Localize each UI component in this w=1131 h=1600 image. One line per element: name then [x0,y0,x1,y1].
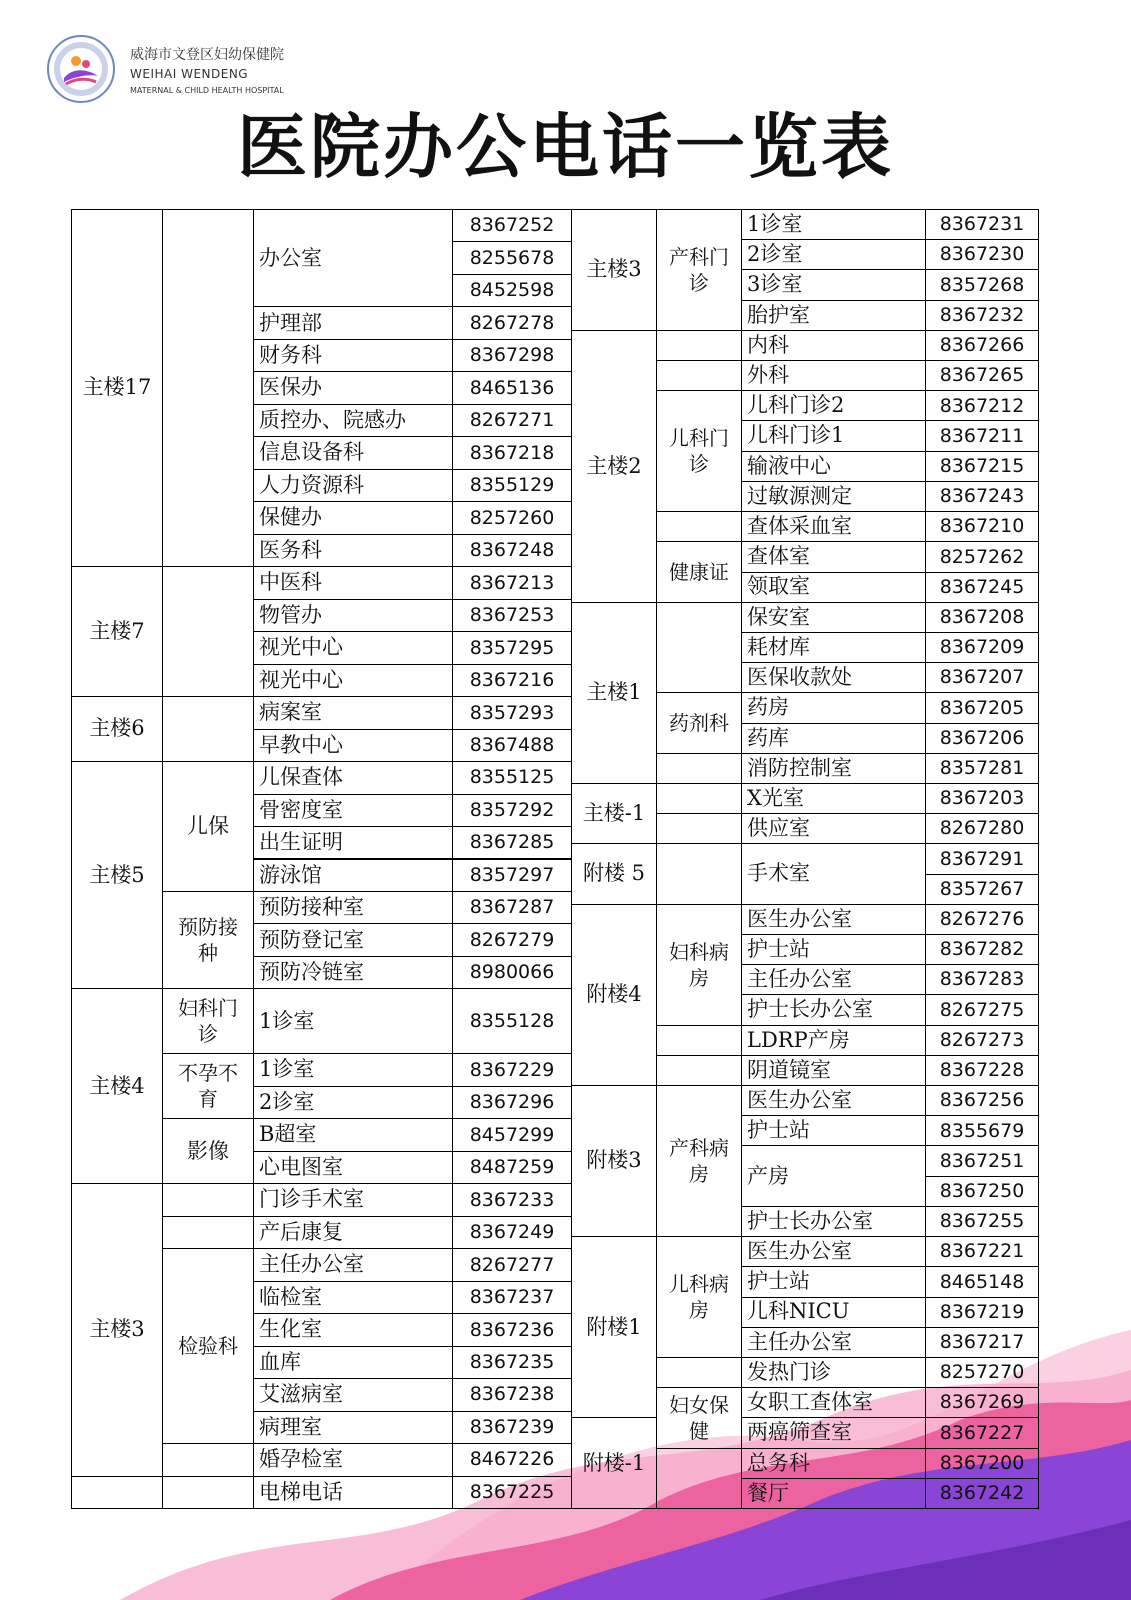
right-room-cell: LDRP产房 [741,1025,926,1056]
left-room-cell: 骨密度室 [253,794,453,827]
left-building-cell: 主楼17 [71,209,163,567]
left-room-cell: 心电图室 [253,1151,453,1184]
right-phone-cell: 8367203 [925,783,1039,814]
right-phone-cell: 8367219 [925,1297,1039,1328]
left-phone-cell: 8357293 [452,696,572,729]
right-department-cell [656,360,742,391]
left-room-cell: 产后康复 [253,1216,453,1249]
right-building-cell: 附楼-1 [571,1417,657,1509]
left-department-cell: 儿保 [162,761,254,892]
right-department-cell: 儿科病房 [656,1236,742,1358]
left-room-cell: 人力资源科 [253,469,453,502]
left-room-cell: 病案室 [253,696,453,729]
left-department-cell: 不孕不育 [162,1053,254,1119]
left-building-cell [71,1476,163,1509]
left-room-cell: 中医科 [253,566,453,599]
right-phone-cell: 8367212 [925,390,1039,421]
right-phone-cell: 8367255 [925,1206,1039,1237]
left-phone-cell: 8367253 [452,599,572,632]
right-phone-cell: 8367251 [925,1145,1039,1176]
right-room-cell: 查体采血室 [741,511,926,542]
right-room-cell: 医生办公室 [741,904,926,935]
left-room-cell: 1诊室 [253,988,453,1054]
left-room-cell: 医务科 [253,534,453,567]
right-room-cell: 护士站 [741,934,926,965]
right-room-cell: 供应室 [741,813,926,844]
right-phone-cell: 8367283 [925,964,1039,995]
right-room-cell: 耗材库 [741,632,926,663]
left-room-cell: 艾滋病室 [253,1378,453,1411]
right-room-cell: 儿科门诊2 [741,390,926,421]
right-phone-cell: 8367217 [925,1327,1039,1358]
left-phone-cell: 8367235 [452,1346,572,1379]
left-phone-cell: 8452598 [452,274,572,307]
left-room-cell: 儿保查体 [253,761,453,794]
left-phone-cell: 8355125 [452,761,572,794]
right-phone-cell: 8357281 [925,753,1039,784]
left-room-cell: 病理室 [253,1411,453,1444]
right-room-cell: 发热门诊 [741,1357,926,1388]
right-department-cell [656,1025,742,1056]
right-room-cell: 内科 [741,330,926,361]
right-phone-cell: 8367269 [925,1387,1039,1418]
left-phone-cell: 8357295 [452,631,572,664]
right-department-cell: 妇科病房 [656,904,742,1026]
left-phone-cell: 8367488 [452,729,572,762]
right-room-cell: 两癌筛查室 [741,1417,926,1448]
right-phone-cell: 8367265 [925,360,1039,391]
right-room-cell: 儿科NICU [741,1297,926,1328]
right-room-cell: 医生办公室 [741,1085,926,1116]
right-building-cell: 附楼 5 [571,843,657,904]
left-department-cell [162,566,254,697]
right-phone-cell: 8367256 [925,1085,1039,1116]
right-room-cell: 产房 [741,1145,926,1206]
right-phone-cell: 8367230 [925,239,1039,270]
left-phone-cell: 8367248 [452,534,572,567]
right-room-cell: 药库 [741,723,926,754]
right-room-cell: 阴道镜室 [741,1055,926,1086]
right-department-cell [656,511,742,542]
right-phone-cell: 8465148 [925,1266,1039,1297]
right-department-cell [656,330,742,361]
right-phone-cell: 8267276 [925,904,1039,935]
right-building-cell: 附楼1 [571,1236,657,1418]
right-room-cell: 胎护室 [741,300,926,331]
right-room-cell: 女职工查体室 [741,1387,926,1418]
right-phone-cell: 8357267 [925,874,1039,905]
left-building-cell: 主楼4 [71,988,163,1184]
left-building-cell: 主楼5 [71,761,163,989]
left-room-cell: 主任办公室 [253,1248,453,1281]
left-phone-cell: 8367239 [452,1411,572,1444]
left-phone-cell: 8367249 [452,1216,572,1249]
left-department-cell [162,1476,254,1509]
left-department-cell [162,209,254,567]
right-room-cell: 餐厅 [741,1478,926,1509]
right-phone-cell: 8367227 [925,1417,1039,1448]
right-department-cell [656,1357,742,1388]
left-phone-cell: 8267278 [452,306,572,339]
right-phone-cell: 8367200 [925,1448,1039,1479]
left-room-cell: 视光中心 [253,664,453,697]
left-room-cell: 保健办 [253,501,453,534]
left-phone-cell: 8357292 [452,794,572,827]
right-phone-cell: 8355679 [925,1115,1039,1146]
right-room-cell: 3诊室 [741,269,926,300]
right-room-cell: 护士站 [741,1115,926,1146]
right-phone-cell: 8367232 [925,300,1039,331]
left-phone-cell: 8367298 [452,339,572,372]
left-room-cell: 质控办、院感办 [253,404,453,437]
left-department-cell: 检验科 [162,1248,254,1444]
left-phone-cell: 8355128 [452,988,572,1054]
right-phone-cell: 8367242 [925,1478,1039,1509]
right-room-cell: 医保收款处 [741,662,926,693]
left-phone-cell: 8367287 [452,891,572,924]
right-phone-cell: 8367243 [925,481,1039,512]
right-phone-cell: 8267280 [925,813,1039,844]
right-room-cell: 护士长办公室 [741,994,926,1025]
right-room-cell: 护士站 [741,1266,926,1297]
left-room-cell: B超室 [253,1118,453,1151]
right-department-cell [656,813,742,844]
right-building-cell: 主楼3 [571,209,657,331]
left-phone-cell: 8367233 [452,1183,572,1216]
left-phone-cell: 8367216 [452,664,572,697]
left-room-cell: 护理部 [253,306,453,339]
right-room-cell: 保安室 [741,602,926,633]
hospital-subtitle-en: MATERNAL & CHILD HEALTH HOSPITAL [130,86,284,95]
left-phone-cell: 8367252 [452,209,572,242]
left-phone-cell: 8267271 [452,404,572,437]
left-phone-cell: 8367238 [452,1378,572,1411]
right-phone-cell: 8367211 [925,420,1039,451]
right-room-cell: 1诊室 [741,209,926,240]
right-building-cell: 主楼-1 [571,783,657,844]
left-phone-cell: 8367285 [452,826,572,859]
left-room-cell: 游泳馆 [253,859,453,892]
left-department-cell [162,1443,254,1476]
right-room-cell: 儿科门诊1 [741,420,926,451]
left-room-cell: 办公室 [253,209,453,307]
right-room-cell: 药房 [741,692,926,723]
left-room-cell: 物管办 [253,599,453,632]
left-phone-cell: 8267279 [452,923,572,956]
right-phone-cell: 8367228 [925,1055,1039,1086]
right-phone-cell: 8367210 [925,511,1039,542]
left-department-cell: 妇科门诊 [162,988,254,1054]
left-phone-cell: 8367296 [452,1086,572,1119]
right-room-cell: 领取室 [741,572,926,603]
right-phone-cell: 8257262 [925,541,1039,572]
left-room-cell: 预防冷链室 [253,956,453,989]
left-room-cell: 预防登记室 [253,923,453,956]
right-room-cell: 过敏源测定 [741,481,926,512]
left-room-cell: 生化室 [253,1313,453,1346]
left-phone-cell: 8257260 [452,501,572,534]
right-department-cell: 药剂科 [656,692,742,753]
left-department-cell [162,696,254,762]
left-room-cell: 视光中心 [253,631,453,664]
right-phone-cell: 8367221 [925,1236,1039,1267]
right-room-cell: 查体室 [741,541,926,572]
right-phone-cell: 8267275 [925,994,1039,1025]
left-department-cell [162,1216,254,1249]
right-phone-cell: 8367291 [925,843,1039,874]
left-room-cell: 信息设备科 [253,436,453,469]
left-phone-cell: 8367229 [452,1053,572,1086]
right-phone-cell: 8367231 [925,209,1039,240]
left-room-cell: 1诊室 [253,1053,453,1086]
right-room-cell: 医生办公室 [741,1236,926,1267]
left-phone-cell: 8367237 [452,1281,572,1314]
left-phone-cell: 8457299 [452,1118,572,1151]
right-department-cell [656,843,742,904]
right-room-cell: 主任办公室 [741,964,926,995]
left-phone-cell: 8467226 [452,1443,572,1476]
right-room-cell: 护士长办公室 [741,1206,926,1237]
right-phone-cell: 8367215 [925,451,1039,482]
left-phone-cell: 8465136 [452,371,572,404]
right-department-cell [656,753,742,784]
left-room-cell: 2诊室 [253,1086,453,1119]
left-phone-cell: 8355129 [452,469,572,502]
right-phone-cell: 8367209 [925,632,1039,663]
right-department-cell [656,1448,742,1509]
hospital-name-en: WEIHAI WENDENG [130,67,249,81]
right-department-cell [656,1055,742,1086]
right-phone-cell: 8367266 [925,330,1039,361]
right-department-cell: 儿科门诊 [656,390,742,512]
left-phone-cell: 8367218 [452,436,572,469]
right-phone-cell: 8367207 [925,662,1039,693]
left-phone-cell: 8980066 [452,956,572,989]
right-department-cell: 产科病房 [656,1085,742,1237]
right-room-cell: X光室 [741,783,926,814]
left-room-cell: 电梯电话 [253,1476,453,1509]
right-phone-cell: 8367245 [925,572,1039,603]
left-phone-cell: 8267277 [452,1248,572,1281]
right-phone-cell: 8367208 [925,602,1039,633]
left-room-cell: 财务科 [253,339,453,372]
right-phone-cell: 8367250 [925,1176,1039,1207]
right-building-cell: 附楼4 [571,904,657,1086]
right-phone-cell: 8257270 [925,1357,1039,1388]
right-room-cell: 手术室 [741,843,926,904]
right-room-cell: 总务科 [741,1448,926,1479]
page-title: 医院办公电话一览表 [237,106,894,188]
right-phone-cell: 8367282 [925,934,1039,965]
right-department-cell: 健康证 [656,541,742,602]
right-department-cell: 产科门诊 [656,209,742,331]
left-department-cell [162,1183,254,1216]
left-room-cell: 早教中心 [253,729,453,762]
right-room-cell: 输液中心 [741,451,926,482]
right-room-cell: 外科 [741,360,926,391]
right-phone-cell: 8367206 [925,723,1039,754]
left-department-cell: 影像 [162,1118,254,1184]
left-room-cell: 出生证明 [253,826,453,859]
right-department-cell [656,783,742,814]
left-phone-cell: 8487259 [452,1151,572,1184]
left-room-cell: 门诊手术室 [253,1183,453,1216]
left-building-cell: 主楼3 [71,1183,163,1476]
left-phone-cell: 8255678 [452,241,572,274]
right-phone-cell: 8367205 [925,692,1039,723]
right-building-cell: 附楼3 [571,1085,657,1237]
right-department-cell: 妇女保健 [656,1387,742,1448]
left-phone-cell: 8367213 [452,566,572,599]
left-phone-cell: 8357297 [452,859,572,892]
left-room-cell: 血库 [253,1346,453,1379]
left-room-cell: 婚孕检室 [253,1443,453,1476]
right-room-cell: 消防控制室 [741,753,926,784]
left-room-cell: 医保办 [253,371,453,404]
left-phone-cell: 8367236 [452,1313,572,1346]
left-phone-cell: 8367225 [452,1476,572,1509]
hospital-header [46,34,346,104]
hospital-logo-icon [46,34,116,104]
left-building-cell: 主楼6 [71,696,163,762]
hospital-name-cn: 威海市文登区妇幼保健院 [130,47,284,63]
right-phone-cell: 8357268 [925,269,1039,300]
right-room-cell: 2诊室 [741,239,926,270]
left-department-cell: 预防接种 [162,891,254,989]
right-department-cell [656,602,742,694]
left-room-cell: 预防接种室 [253,891,453,924]
right-building-cell: 主楼1 [571,602,657,784]
left-building-cell: 主楼7 [71,566,163,697]
right-phone-cell: 8267273 [925,1025,1039,1056]
right-room-cell: 主任办公室 [741,1327,926,1358]
left-room-cell: 临检室 [253,1281,453,1314]
right-building-cell: 主楼2 [571,330,657,603]
